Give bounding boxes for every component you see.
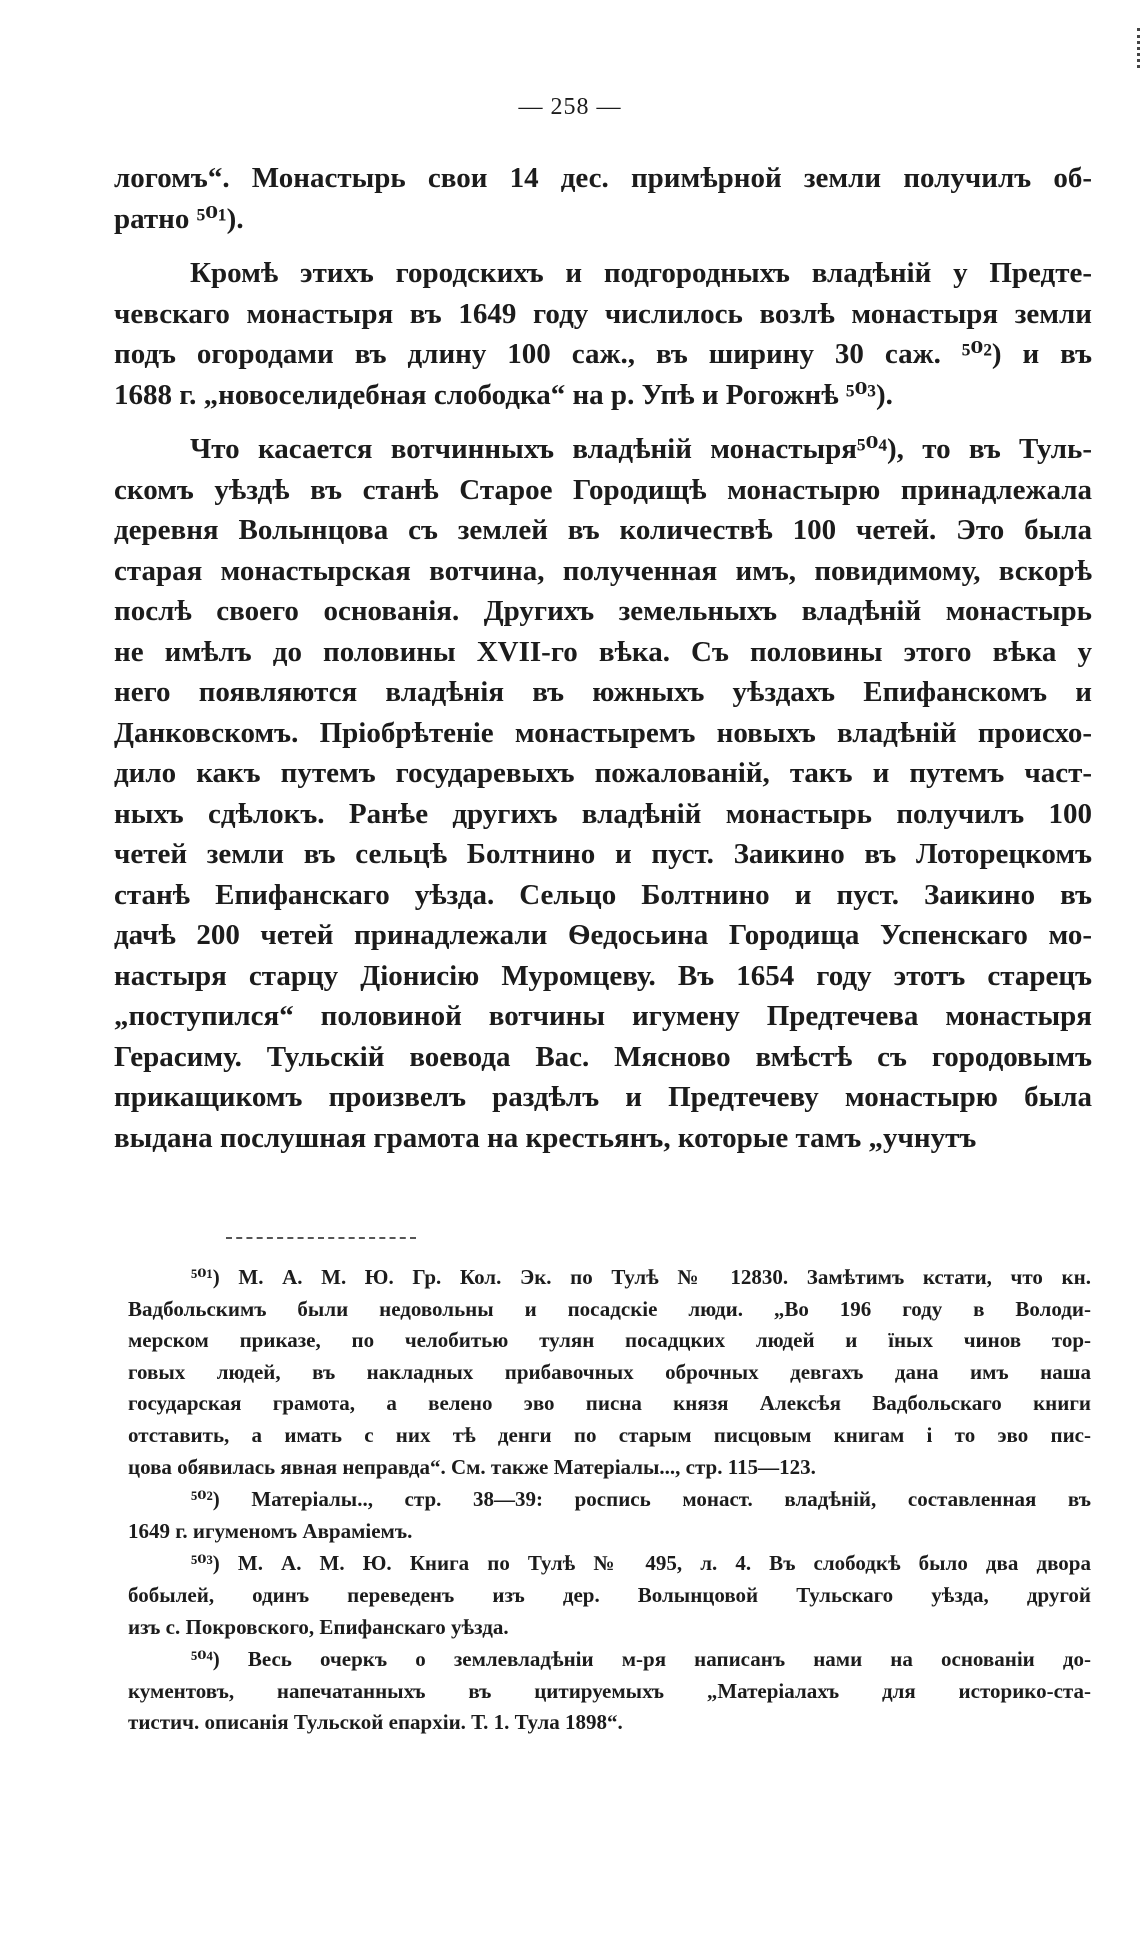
paragraph — [114, 429, 1092, 1158]
text-line: дило какъ путемъ государевыхъ пожалованій, такъ и путемъ част- — [114, 757, 1092, 789]
footnote — [128, 1644, 1091, 1739]
paragraph — [114, 158, 1092, 239]
page-number: — 258 — — [518, 94, 622, 120]
text-line: 1688 г. „новоселидебная слободка“ на р. Упѣ и Рогожнѣ ⁵⁰³). — [114, 378, 893, 411]
footnote-line: тистич. описанія Тульской епархіи. Т. 1. Тула 1898“. — [128, 1710, 623, 1735]
text-line: Кромѣ этихъ городскихъ и подгородныхъ владѣній у Предте- — [190, 257, 1092, 289]
footnotes — [128, 1262, 1091, 1740]
text-line: деревня Волынцова съ землей въ количествѣ 100 четей. Это была — [114, 514, 1092, 546]
text-line: прикащикомъ произвелъ раздѣлъ и Предтечеву монастырю была — [114, 1081, 1092, 1113]
footnote — [128, 1484, 1091, 1547]
text-line: логомъ“. Монастырь свои 14 дес. примѣрной земли получилъ об- — [114, 162, 1092, 194]
footnote-line: мерском приказе, по челобитью тулян посадцких людей и їных чинов тор- — [128, 1328, 1091, 1353]
text-line: чевскаго монастыря въ 1649 году числилось возлѣ монастыря земли — [114, 297, 1092, 330]
main-text — [114, 158, 1092, 1172]
text-line: четей земли въ сельцѣ Болтнино и пуст. Заикино въ Лоторецкомъ — [114, 838, 1092, 870]
text-line: дачѣ 200 четей принадлежали Ѳедосьина Городища Успенскаго мо- — [114, 919, 1092, 951]
text-line: настыря старцу Діонисію Муромцеву. Въ 1654 году этотъ старецъ — [114, 959, 1092, 992]
text-line: послѣ своего основанія. Другихъ земельныхъ владѣній монастырь — [114, 595, 1092, 627]
footnote-line: ⁵⁰⁴) Весь очеркъ о землевладѣніи м-ря написанъ нами на основаніи до- — [191, 1647, 1091, 1672]
footnote-line: Вадбольскимъ были недовольны и посадскіе люди. „Во 196 году в Володи- — [128, 1296, 1091, 1321]
text-line: ратно ⁵⁰¹). — [114, 202, 244, 235]
text-line: него появляются владѣнія въ южныхъ уѣздахъ Епифанскомъ и — [114, 676, 1092, 708]
text-line: „поступился“ половиной вотчины игумену Предтечева монастыря — [114, 1000, 1092, 1032]
footnote-separator — [226, 1237, 416, 1239]
text-line: старая монастырская вотчина, полученная имъ, повидимому, вскорѣ — [114, 554, 1092, 587]
text-line: Что касается вотчинныхъ владѣній монастыря⁵⁰⁴), то въ Туль- — [190, 433, 1092, 465]
footnote-line: бобылей, одинъ переведенъ изъ дер. Волынцовой Тульскаго уѣзда, другой — [128, 1582, 1091, 1607]
footnote-line: государская грамота, а велено эво писна князя Алексѣя Вадбольскаго книги — [128, 1391, 1091, 1416]
text-line: скомъ уѣздѣ въ станѣ Старое Городищѣ монастырю принадлежала — [114, 473, 1092, 506]
text-line: станѣ Епифанскаго уѣзда. Сельцо Болтнино и пуст. Заикино въ — [114, 878, 1092, 911]
footnote-line: цова обявилась явная неправда“. См. также Матеріалы..., стр. 115—123. — [128, 1454, 816, 1479]
footnote-line: говых людей, въ накладных прибавочных оброчных девгахъ дана имъ наша — [128, 1359, 1091, 1384]
footnote-line: отставить, а имать с них тѣ денги по старым писцовым книгам і то эво пис- — [128, 1422, 1091, 1447]
footnote-line: ⁵⁰³) М. А. М. Ю. Книга по Тулѣ № 495, л. 4. Въ слободкѣ было два двора — [191, 1551, 1091, 1576]
text-line: подъ огородами въ длину 100 саж., въ ширину 30 саж. ⁵⁰²) и въ — [114, 338, 1092, 370]
footnote — [128, 1548, 1091, 1643]
footnote — [128, 1262, 1091, 1483]
text-line: Данковскомъ. Пріобрѣтеніе монастыремъ новыхъ владѣній происхо- — [114, 716, 1092, 749]
text-line: не имѣлъ до половины XVII-го вѣка. Съ половины этого вѣка у — [114, 635, 1092, 668]
footnote-line: 1649 г. игуменомъ Авраміемъ. — [128, 1518, 413, 1543]
footnote-line: ⁵⁰²) Матеріалы.., стр. 38—39: роспись монаст. владѣній, составленная въ — [191, 1487, 1091, 1512]
footnote-line: изъ с. Покровского, Епифанскаго уѣзда. — [128, 1614, 509, 1639]
footnote-line: кументовъ, напечатанныхъ въ цитируемыхъ „Матеріалахъ для историко-ста- — [128, 1678, 1091, 1703]
text-line: Герасиму. Тульскій воевода Вас. Мясново вмѣстѣ съ городовымъ — [114, 1040, 1092, 1073]
footnote-line: ⁵⁰¹) М. А. М. Ю. Гр. Кол. Эк. по Тулѣ № 12830. Замѣтимъ кстати, что кн. — [191, 1265, 1091, 1289]
text-line: ныхъ сдѣлокъ. Ранѣе другихъ владѣній монастырь получилъ 100 — [114, 797, 1092, 830]
page-edge-mark — [1133, 28, 1140, 68]
text-line: выдана послушная грамота на крестьянъ, которые тамъ „учнутъ — [114, 1121, 977, 1154]
paragraph — [114, 253, 1092, 415]
